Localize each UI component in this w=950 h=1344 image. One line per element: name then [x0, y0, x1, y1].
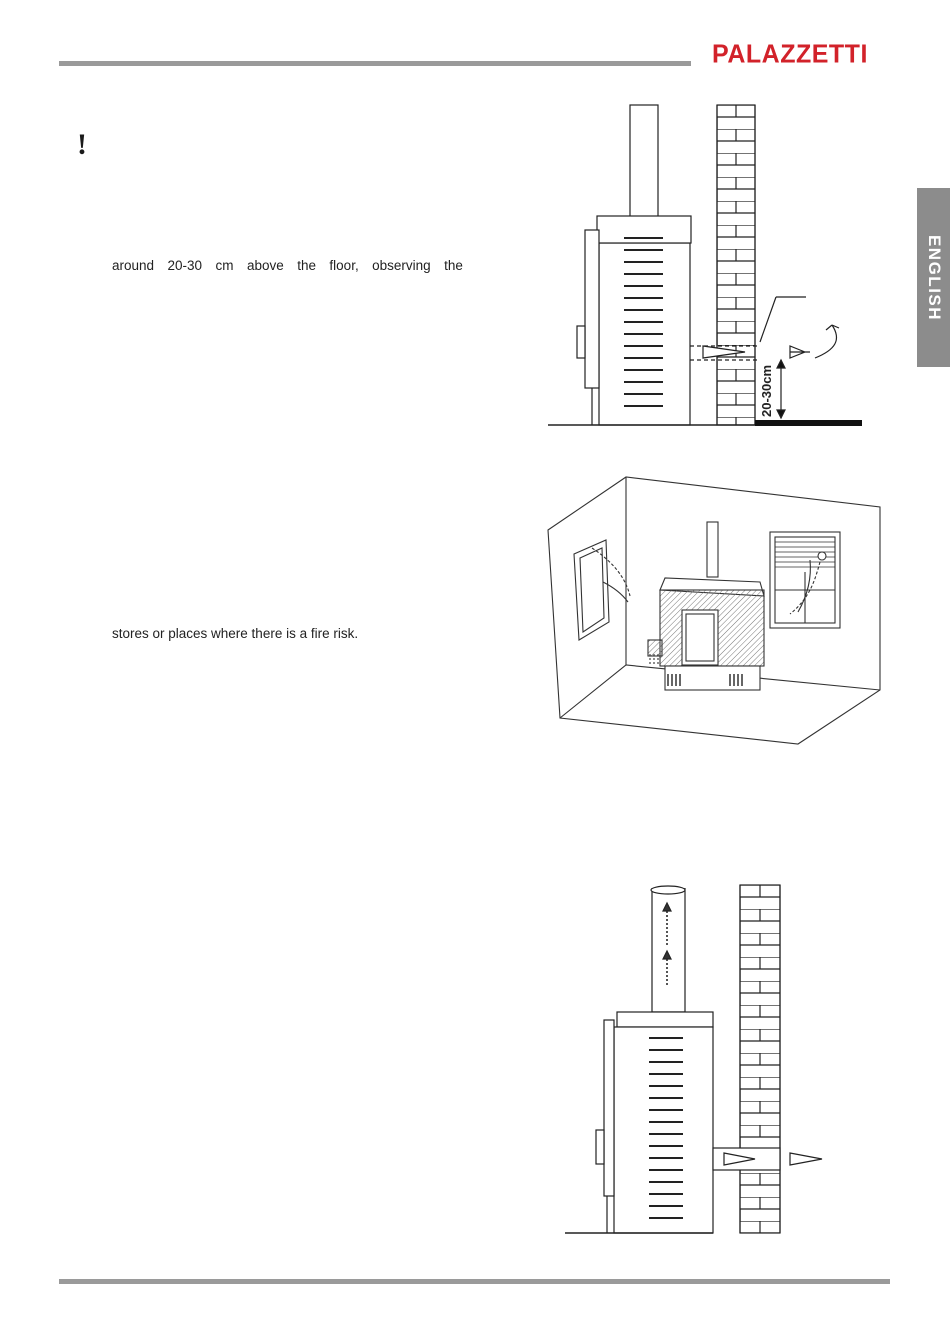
warning-symbol: ! — [77, 128, 87, 161]
dimension-label: 20-30cm — [759, 364, 774, 417]
language-tab-label: ENGLISH — [924, 234, 944, 321]
brand-logo: PALAZZETTI — [712, 39, 868, 69]
word: observing — [372, 258, 431, 273]
footer-rule — [59, 1279, 890, 1284]
word: around — [112, 258, 155, 273]
word: floor, — [329, 258, 359, 273]
figure-stove-air-intake — [548, 105, 862, 426]
figure-stove-flue — [565, 885, 822, 1233]
figure-room-ventilation — [548, 477, 880, 744]
word: above — [246, 258, 284, 273]
word: 20-30 — [167, 258, 203, 273]
body-text-line-2: stores or places where there is a fire risk. — [112, 626, 359, 641]
word: the — [297, 258, 316, 273]
word: cm — [215, 258, 234, 273]
word: the — [444, 258, 463, 273]
